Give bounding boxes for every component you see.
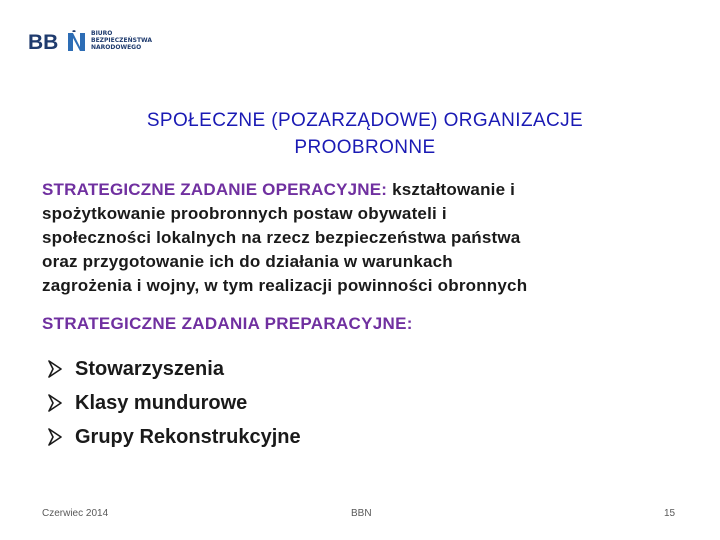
list-item [48,352,301,386]
list-item-label: Klasy mundurowe [75,392,248,414]
task-line-5: zagrożenia i wojny, w tym realizacji powinności obronnych [42,276,528,295]
task-line-1 [42,178,692,202]
task-line-2: spożytkowanie proobronnych postaw obywateli i [42,204,447,223]
operational-task-paragraph [42,178,692,298]
task-line-3: społeczności lokalnych na rzecz bezpieczeństwa państwa [42,228,521,247]
slide-title-line-1: SPOŁECZNE (POZARZĄDOWE) ORGANIZACJE [146,110,584,131]
logo-line-2: BEZPIECZEŃSTWA [91,37,153,44]
logo-line-1: BIURO [91,30,113,37]
slide-title [40,107,690,161]
operational-task-label: STRATEGICZNE ZADANIE OPERACYJNE: [42,180,388,199]
arrow-right-icon [48,360,62,378]
list-item [48,386,301,420]
task-line-4: oraz przygotowanie ich do działania w warunkach [42,252,453,271]
arrow-right-icon [48,394,62,412]
logo-line-3: NARODOWEGO [91,44,142,51]
list-item-label: Grupy Rekonstrukcyjne [75,426,301,448]
bbn-logo-text [91,30,171,51]
list-item [48,420,301,454]
bbn-logo-mark-icon [28,30,88,52]
footer-org: BBN [351,508,372,519]
list-item-label: Stowarzyszenia [75,358,224,380]
slide-title-line-2: PROOBRONNE [294,137,436,158]
page-number: 15 [664,508,676,519]
svg-text:BB: BB [28,31,59,52]
preparatory-tasks-heading: STRATEGICZNE ZADANIA PREPARACYJNE: [42,314,413,333]
arrow-right-icon [48,428,62,446]
task-line-1-rest: kształtowanie i [387,180,516,199]
footer-date: Czerwiec 2014 [42,508,109,519]
organizations-list [48,352,301,454]
bbn-logo [28,16,168,56]
